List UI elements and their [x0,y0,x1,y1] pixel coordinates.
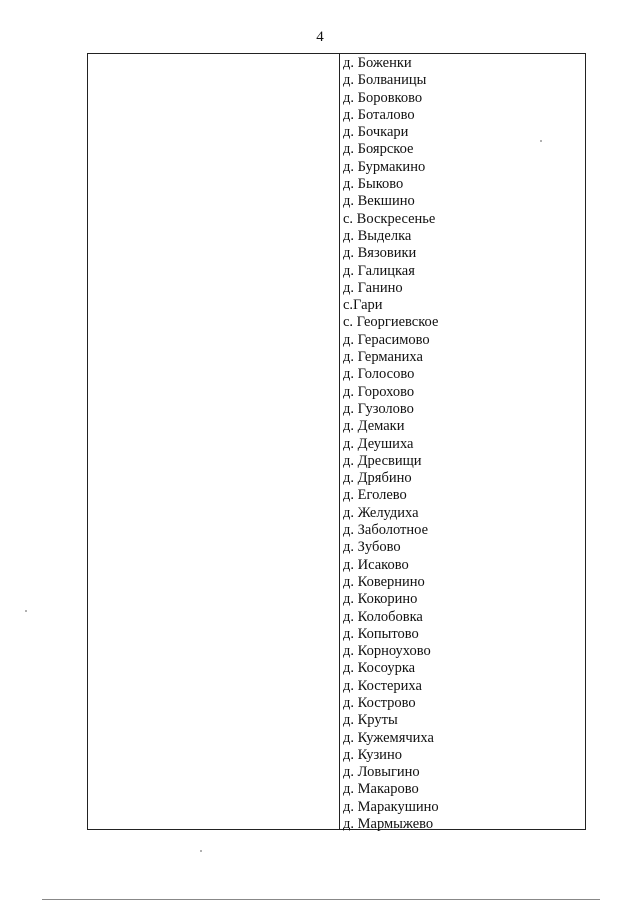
list-item: д. Бурмакино [343,158,426,175]
list-item: д. Корноухово [343,643,431,660]
list-item: д. Круты [343,712,398,729]
list-item: д. Демаки [343,418,405,435]
list-item: д. Горохово [343,383,415,400]
list-item: д. Ловыгино [343,764,420,781]
scan-speck [25,610,27,612]
list-item: д. Кузино [343,746,402,763]
list-item: д. Галицкая [343,262,415,279]
list-item: д. Деушиха [343,435,414,452]
list-item: д. Еголево [343,487,407,504]
list-item: с. Георгиевское [343,314,439,331]
list-item: д. Выделка [343,227,412,244]
list-item: д. Косоурка [343,660,416,677]
list-item: д. Копытово [343,625,419,642]
list-item: д. Дресвищи [343,452,422,469]
list-item: д. Макарово [343,781,419,798]
table-right-cell [340,54,585,833]
list-item: д. Боярское [343,141,414,158]
list-item: д. Герасимово [343,331,430,348]
list-item: д. Германиха [343,349,423,366]
list-item: д. Кужемячиха [343,729,434,746]
list-item: д. Зубово [343,539,401,556]
footer-divider [42,899,600,900]
list-item: д. Векшино [343,193,415,210]
list-item: д. Колобовка [343,608,423,625]
list-item: д. Маракушино [343,798,439,815]
list-item: д. Кокорино [343,591,418,608]
list-item: д. Дрябино [343,470,412,487]
list-item: д. Заболотное [343,522,429,539]
list-item: с. Воскресенье [343,210,436,227]
list-item: д. Исаково [343,556,409,573]
list-item: д. Боталово [343,106,415,123]
list-item: д. Кострово [343,694,416,711]
table-left-cell [88,54,340,829]
list-item: д. Вязовики [343,245,417,262]
list-item: с.Гари [343,297,383,314]
list-item: д. Гузолово [343,400,414,417]
list-item: д. Болваницы [343,72,427,89]
list-item: д. Желудиха [343,504,419,521]
list-item: д. Ганино [343,279,403,296]
list-item: д. Бочкари [343,124,409,141]
list-item: д. Боженки [343,55,412,71]
list-item: д. Мармыжево [343,816,434,833]
scan-speck [200,850,202,852]
list-item: д. Быково [343,176,404,193]
settlement-list [343,55,585,833]
list-item: д. Ковернино [343,573,425,590]
page-number: 4 [316,29,324,45]
settlements-table [87,53,586,833]
list-item: д. Костериха [343,677,422,694]
list-item: д. Боровково [343,89,423,106]
list-item: д. Голосово [343,366,415,383]
scan-speck [540,140,542,142]
